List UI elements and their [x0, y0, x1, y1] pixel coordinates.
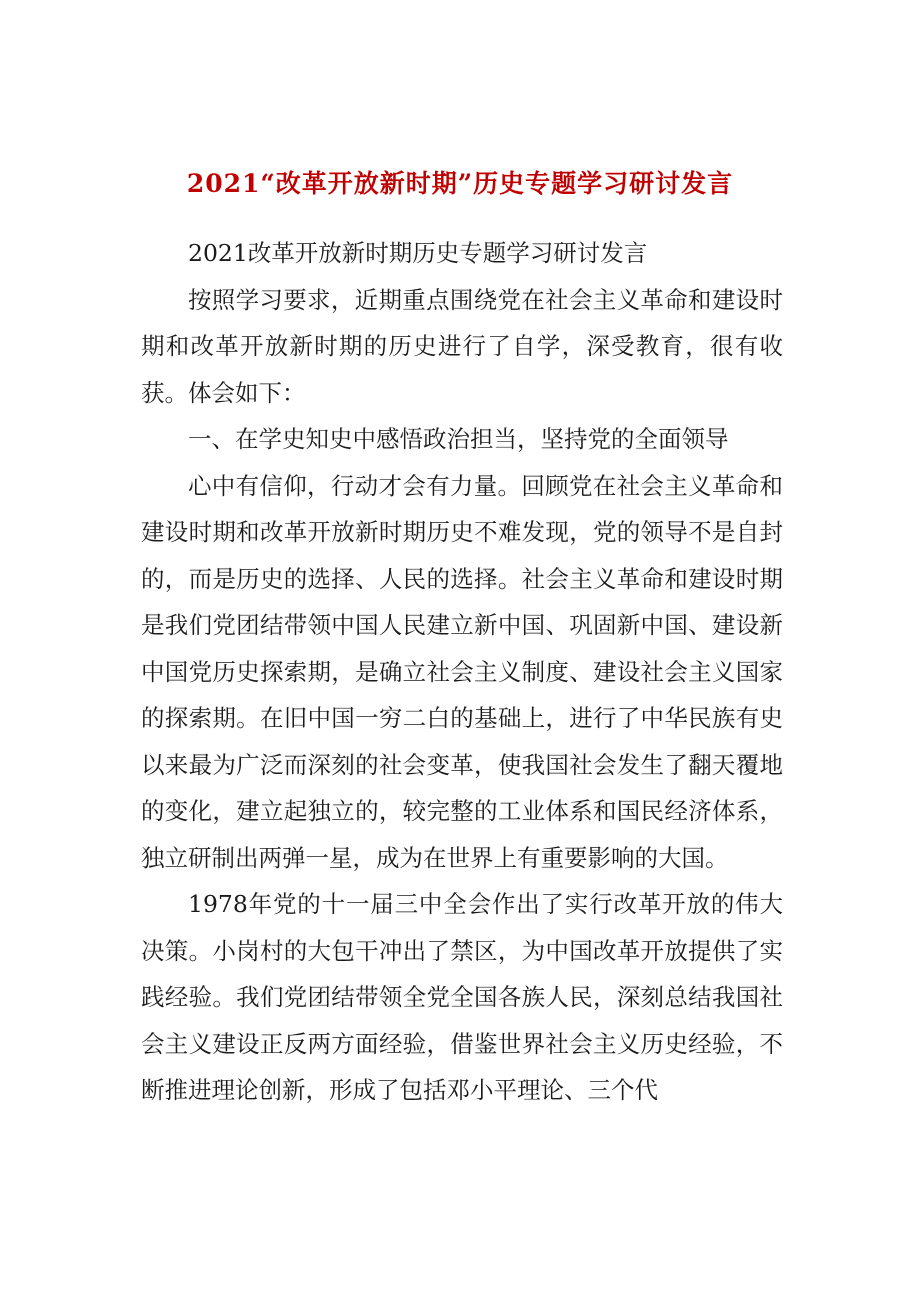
paragraph-subtitle: 2021改革开放新时期历史专题学习研讨发言 — [188, 239, 648, 267]
section-heading-1: 一、在学史知史中感悟政治担当，坚持党的全面领导 — [188, 425, 729, 453]
paragraph: 1978年党的十一届三中全会作出了实行改革开放的伟大决策。小岗村的大包干冲出了禁区，为中国改革开放提供了实践经验。我们党团结带领全党全国各族人民，深刻总结我国社会主义建设正反两方面经验，借鉴世界社会主义历史经验，不断推进理论创新，形成了包括邓小平理论、三个代 — [141, 890, 783, 1104]
paragraph-intro: 按照学习要求，近期重点围绕党在社会主义革命和建设时期和改革开放新时期的历史进行了自学，深受教育，很有收获。体会如下： — [141, 285, 783, 407]
document-title: 2021“改革开放新时期”历史专题学习研讨发言 — [186, 169, 734, 198]
paragraph: 心中有信仰，行动才会有力量。回顾党在社会主义革命和建设时期和改革开放新时期历史不难发现，党的领导不是自封的，而是历史的选择、人民的选择。社会主义革命和建设时期是我们党团结带领中国人民建立新中国、巩固新中国、建设新中国党历史探索期，是确立社会主义制度、建设社会主义国家的探索期。在旧中国一穷二白的基础上，进行了中华民族有史以来最为广泛而深刻的社会变革，使我国社会发生了翻天覆地的变化，建立起独立的，较完整的工业体系和国民经济体系，独立研制出两弹一星，成为在世界上有重要影响的大国。 — [141, 471, 783, 872]
document-body — [141, 230, 783, 1114]
